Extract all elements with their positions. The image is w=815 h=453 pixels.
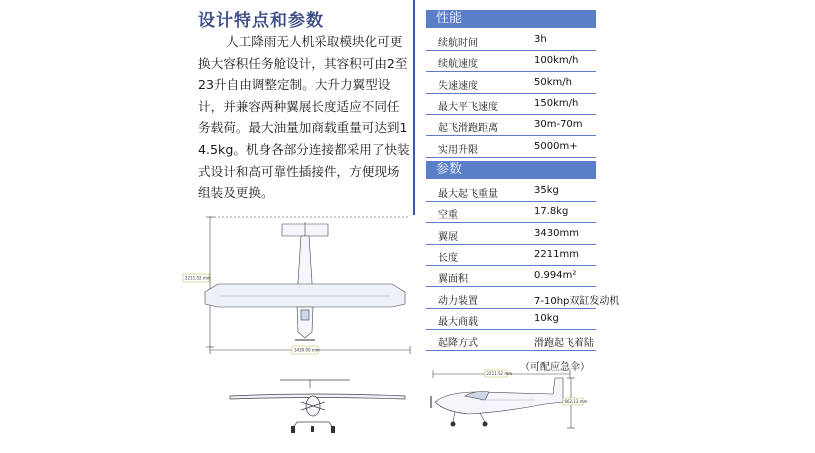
row-value: 7-10hp双缸发动机 — [534, 295, 620, 307]
table-row — [426, 137, 596, 158]
top-view-drawing — [180, 212, 420, 352]
table-row — [426, 115, 596, 136]
table-row — [426, 245, 596, 266]
row-label: 最大平飞速度 — [438, 101, 498, 113]
side-view-drawing — [425, 364, 595, 444]
row-value: 10kg — [534, 312, 559, 324]
row-label: 动力装置 — [438, 295, 478, 307]
row-value: 35kg — [534, 185, 559, 196]
table-row — [426, 224, 596, 245]
table-row — [426, 202, 596, 223]
section-title: 设计特点和参数 — [198, 11, 324, 31]
row-label: 失速速度 — [438, 80, 478, 92]
top-length-dim: 2211.52 mm — [185, 275, 211, 281]
side-height-dim: 662.12 mm — [564, 399, 588, 404]
top-span-dim: 3430.00 mm — [294, 347, 320, 353]
table-row — [426, 94, 596, 115]
description-paragraph: 人工降雨无人机采取模块化可更换大容积任务舱设计，其容积可由2至23升自由调整定制。大升力翼型设计，并兼容两种翼展长度适应不同任务载荷。最大油量加商载重量可达到14.5kg。机身各部分连接都采用了快装式设计和高可靠性插接件，方便现场组装及更换。 — [198, 34, 410, 201]
parachute-note: （可配应急伞） — [520, 362, 590, 373]
table-row — [426, 330, 596, 351]
row-label: 翼面积 — [438, 274, 468, 286]
row-label: 空重 — [438, 210, 458, 222]
front-view-drawing — [225, 372, 415, 436]
row-value: 滑跑起飞着陆 — [534, 338, 594, 350]
row-label: 最大商载 — [438, 316, 478, 328]
row-label: 翼展 — [438, 231, 458, 243]
row-label: 续航速度 — [438, 59, 478, 71]
row-label: 实用升限 — [438, 144, 478, 156]
table-row — [426, 266, 596, 287]
row-value: 50km/h — [534, 76, 572, 88]
performance-heading: 性能 — [426, 10, 596, 28]
row-value: 0.994m² — [534, 270, 577, 282]
table-row — [426, 51, 596, 72]
row-value: 17.8kg — [534, 206, 569, 218]
row-label: 长度 — [438, 252, 458, 264]
table-row — [426, 30, 596, 51]
row-label: 起飞滑跑距离 — [438, 123, 498, 135]
row-value: 150km/h — [534, 97, 579, 109]
row-label: 续航时间 — [438, 38, 478, 49]
table-row — [426, 309, 596, 330]
row-label: 起降方式 — [438, 338, 478, 350]
row-value: 100km/h — [534, 55, 579, 67]
row-label: 最大起飞重量 — [438, 189, 498, 200]
side-length-dim: 2211.52 mm — [486, 371, 513, 376]
row-value: 3430mm — [534, 227, 579, 239]
parameters-heading: 参数 — [426, 161, 596, 179]
column-divider — [413, 0, 415, 215]
row-value: 30m-70m — [534, 119, 583, 131]
table-row — [426, 288, 620, 309]
table-row — [426, 181, 596, 202]
table-row — [426, 73, 596, 94]
row-value: 3h — [534, 34, 547, 45]
row-value: 2211mm — [534, 248, 579, 260]
row-value: 5000m+ — [534, 140, 578, 152]
